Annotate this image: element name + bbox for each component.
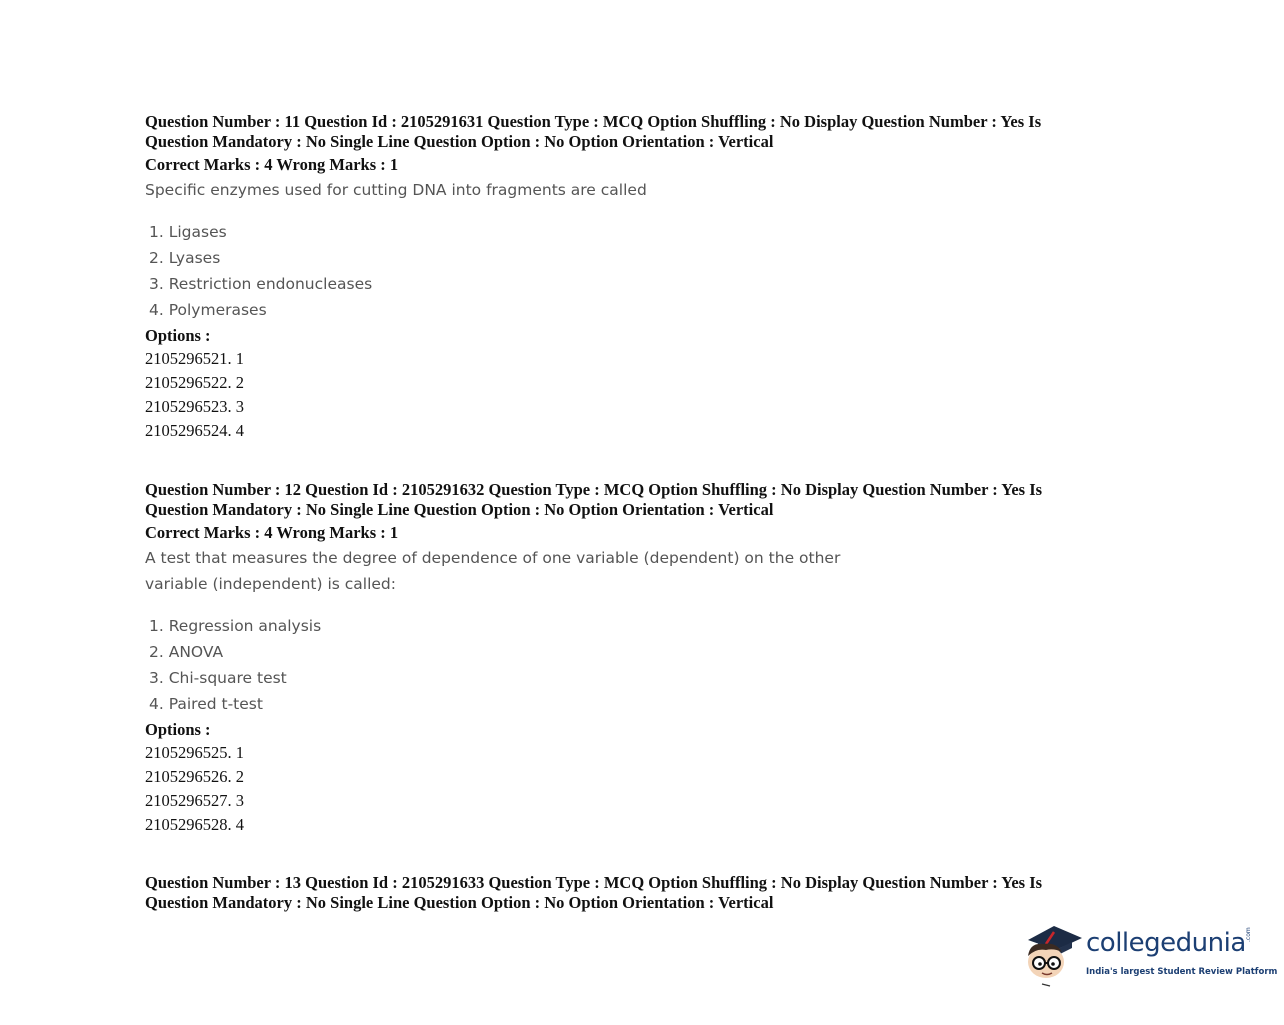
option-id-line: 2105296525. 1 [145,743,244,762]
choice-list [149,219,1041,323]
question-block-11 [145,112,1041,443]
options-title: Options : [145,326,211,345]
question-text-line: variable (independent) is called: [145,575,396,593]
collegedunia-logo [1024,918,1278,988]
question-header-line: Question Mandatory : No Single Line Question Option : No Option Orientation : Vertical [145,892,774,912]
choice-item: 2. ANOVA [149,643,224,661]
logo-brand-text: collegedunia [1086,928,1246,958]
option-id-line: 2105296521. 1 [145,349,244,368]
option-id-line: 2105296526. 2 [145,767,244,786]
question-text [145,177,1041,203]
choice-item: 4. Polymerases [149,301,267,319]
choice-list [149,613,1042,717]
question-header [145,480,1042,519]
question-text [145,545,1042,597]
question-header [145,873,1042,912]
choice-item: 3. Restriction endonucleases [149,275,373,293]
choice-item: 4. Paired t-test [149,695,263,713]
choice-item: 3. Chi-square test [149,669,287,687]
option-id-line: 2105296522. 2 [145,373,244,392]
option-id-line: 2105296523. 3 [145,397,244,416]
question-header-line: Question Mandatory : No Single Line Question Option : No Option Orientation : Vertical [145,131,774,151]
choice-item: 2. Lyases [149,249,221,267]
marks-line: Correct Marks : 4 Wrong Marks : 1 [145,155,399,174]
logo-domain-suffix: .com [1245,927,1252,942]
options-title: Options : [145,720,211,739]
question-header-line: Question Mandatory : No Single Line Question Option : No Option Orientation : Vertical [145,499,774,519]
choice-item: 1. Regression analysis [149,617,322,635]
question-header [145,112,1041,151]
question-header-line: Question Number : 13 Question Id : 2105291633 Question Type : MCQ Option Shuffling : No Display Question Number : Yes Is [145,873,1043,892]
question-header-line: Question Number : 12 Question Id : 2105291632 Question Type : MCQ Option Shuffling : No Display Question Number : Yes Is [145,480,1043,499]
question-text-line: Specific enzymes used for cutting DNA into fragments are called [145,181,647,199]
marks-line: Correct Marks : 4 Wrong Marks : 1 [145,523,399,542]
option-id-line: 2105296527. 3 [145,791,244,810]
choice-item: 1. Ligases [149,223,227,241]
option-id-line: 2105296524. 4 [145,421,244,440]
mascot-icon [1024,918,1086,988]
question-header-line: Question Number : 11 Question Id : 2105291631 Question Type : MCQ Option Shuffling : No Display Question Number : Yes Is [145,112,1042,131]
question-block-13 [145,873,1042,912]
question-text-line: A test that measures the degree of dependence of one variable (dependent) on the other [145,549,841,567]
option-id-line: 2105296528. 4 [145,815,244,834]
logo-tagline: India's largest Student Review Platform [1086,967,1278,977]
question-block-12 [145,480,1042,837]
